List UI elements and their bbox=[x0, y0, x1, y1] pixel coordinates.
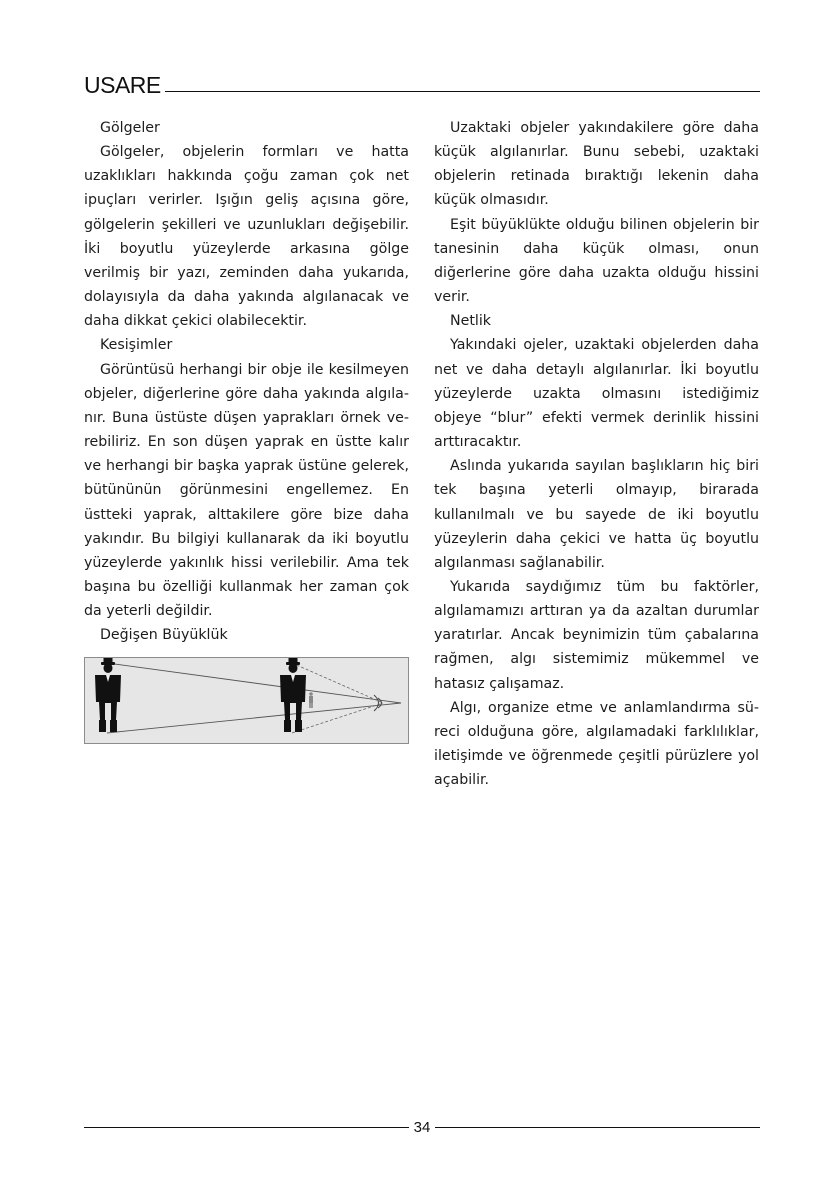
man-in-suit-icon bbox=[280, 658, 306, 732]
right-column bbox=[434, 116, 759, 792]
paragraph-golgeler: Gölgeler, objelerin formları ve hatta uzaklıkları hakkında çoğu zaman çok net ipuçları verirler. Işığın geliş açısına göre, gölgelerin şekilleri ve uzunlukları değişebilir. İki boyutlu yüzeylerde arkasına gölge verilmiş bir yazı, zeminden daha yukarıda, dolayısıyla da daha yakında algılanacak ve daha dikkat çekici olabilecektir. bbox=[84, 144, 409, 330]
page-number: 34 bbox=[413, 1118, 431, 1136]
sight-line-bottom bbox=[107, 703, 401, 733]
paragraph-algi: Algı, organize etme ve anlamlandırma süreci olduğuna göre, algılamadaki farklılıklar, iletişimde ve öğrenmede çeşitli pürüzlere yol açabilir. bbox=[434, 699, 759, 789]
page-footer bbox=[84, 1116, 760, 1138]
paragraph-yukarida: Yukarıda saydığımız tüm bu faktörler, algılamamızı arttıran ya da azaltan durumlar yaratırlar. Ancak beynimizin tüm çabalarına rağmen, algı sistemimiz mükemmel ve hatasız çalışamaz. bbox=[434, 578, 759, 692]
size-perspective-figure bbox=[84, 657, 409, 744]
heading-golgeler: Gölgeler bbox=[100, 120, 160, 136]
page-header bbox=[84, 70, 760, 96]
heading-degisen-buyukluk: Değişen Büyüklük bbox=[100, 627, 228, 644]
paragraph-uzaktaki: Uzaktaki objeler yakındakilere göre daha küçük algılanırlar. Bunu sebebi, uzaktaki objelerin retinada bıraktığı lekenin daha küçük olmasıdır. bbox=[434, 120, 759, 209]
heading-kesisimler: Kesişimler bbox=[100, 337, 173, 354]
footer-rule-right bbox=[435, 1127, 760, 1128]
man-in-suit-icon bbox=[95, 658, 121, 732]
footer-rule-left bbox=[84, 1127, 409, 1128]
eye-icon bbox=[374, 695, 382, 711]
paragraph-kesisimler: Görüntüsü herhangi bir obje ile kesilmeyen objeler, diğerlerine göre daha yakında algılanır. Buna üstüste düşen yaprakları örnek verebiliriz. En son düşen yaprak en üstte kalır ve herhangi bir başka yaprak üstüne gelerek, bütününün görünmesini engellemez. En üstteki yaprak, alttakilere göre bize daha yakındır. Bu bilgiyi kullanarak da iki boyutlu yüzeylerde yakınlık hissi verilebilir. Ama tek başına bu özelliği kullanmak her zaman çok da yeterli değildir. bbox=[84, 361, 409, 620]
sight-line-top bbox=[107, 663, 401, 703]
heading-netlik: Netlik bbox=[450, 313, 492, 330]
brand-title: USARE bbox=[84, 72, 161, 98]
small-figure-icon bbox=[309, 693, 313, 709]
paragraph-aslinda: Aslında yukarıda sayılan başlıkların hiç biri tek başına yeterli olmayıp, birarada kullanılmalı ve bu sayede de iki boyutlu yüzeylerin daha çekici ve hatta üç boyutlu algılanması sağlanabilir. bbox=[434, 458, 759, 571]
header-rule bbox=[165, 91, 760, 92]
paragraph-esit-buyukluk: Eşit büyüklükte olduğu bilinen objelerin bir tanesinin daha küçük olması, onun diğerlerine göre daha uzakta olduğu hissini verir. bbox=[434, 216, 759, 306]
paragraph-netlik: Yakındaki ojeler, uzaktaki objelerden daha net ve daha detaylı algılanırlar. İki boyutlu yüzeylerde uzakta olmasını istediğimiz objeye “blur” efekti vermek derinlik hissini arttıracaktır. bbox=[434, 337, 759, 451]
perspective-illustration bbox=[85, 658, 408, 743]
dashed-line-bottom bbox=[292, 703, 383, 733]
left-column bbox=[84, 116, 409, 744]
